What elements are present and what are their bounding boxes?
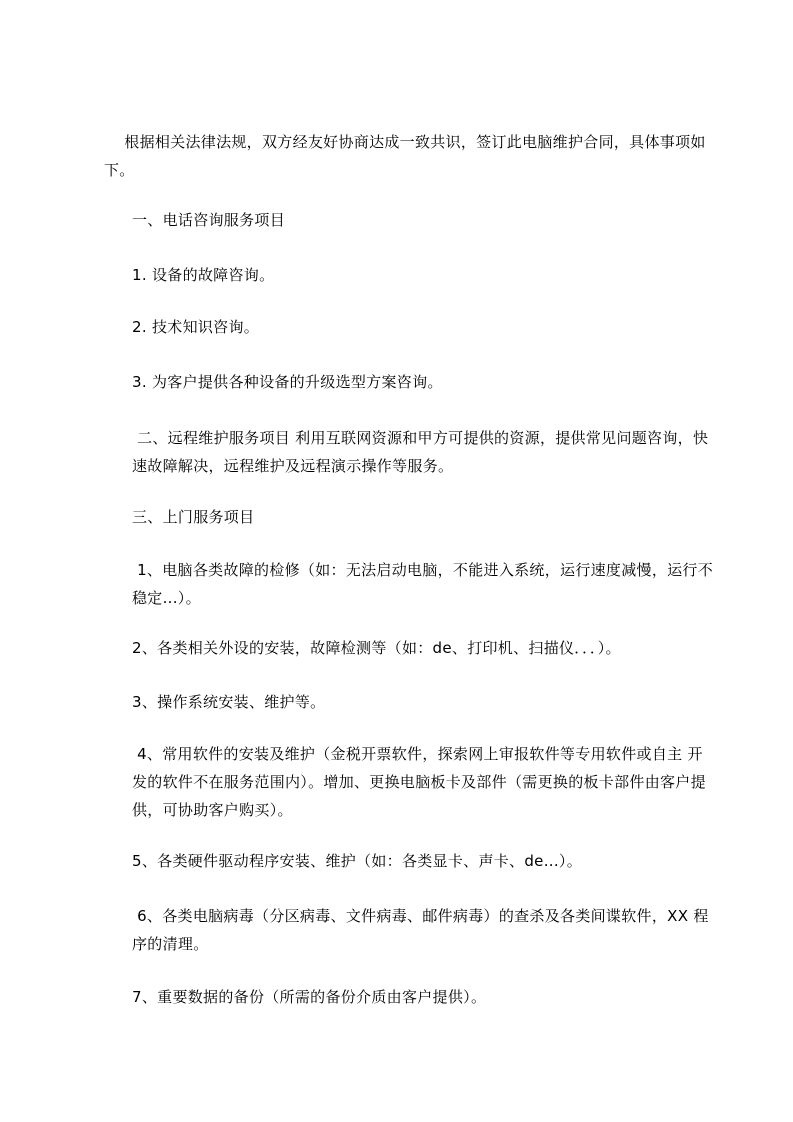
list-item: 5、各类硬件驱动程序安装、维护（如：各类显卡、声卡、de...）。 [132,852,583,870]
list-item: 6、各类电脑病毒（分区病毒、文件病毒、邮件病毒）的查杀及各类间谍软件，XX 程序的清理。 [132,907,709,953]
list-item: 2、各类相关外设的安装，故障检测等（如：de、打印机、扫描仪．．．）。 [132,639,621,657]
section-heading-phone-consulting: 一、电话咨询服务项目 [132,211,286,229]
list-item: 4、常用软件的安装及维护（金税开票软件，探索网上审报软件等专用软件或自主 开发的软件不在服务范围内）。增加、更换电脑板卡及部件（需更换的板卡部件由客户提供，可协助客户购买）。 [132,745,706,819]
section-remote-maintenance: 二、远程维护服务项目 利用互联网资源和甲方可提供的资源，提供常见问题咨询，快速故障解决，远程维护及远程演示操作等服务。 [132,429,709,475]
section-heading-onsite-service: 三、上门服务项目 [132,508,255,526]
list-item: 3、操作系统安装、维护等。 [132,693,326,711]
list-item: 1、电脑各类故障的检修（如：无法启动电脑，不能进入系统，运行速度减慢，运行不稳定...）。 [132,561,714,607]
intro-paragraph: 根据相关法律法规，双方经友好协商达成一致共识，签订此电脑维护合同，具体事项如下。 [104,133,706,179]
list-item: 2. 技术知识咨询。 [132,318,260,336]
list-item: 3. 为客户提供各种设备的升级选型方案咨询。 [132,373,443,391]
list-item: 7、重要数据的备份（所需的备份介质由客户提供）。 [132,988,487,1006]
list-item: 1. 设备的故障咨询。 [132,266,275,284]
